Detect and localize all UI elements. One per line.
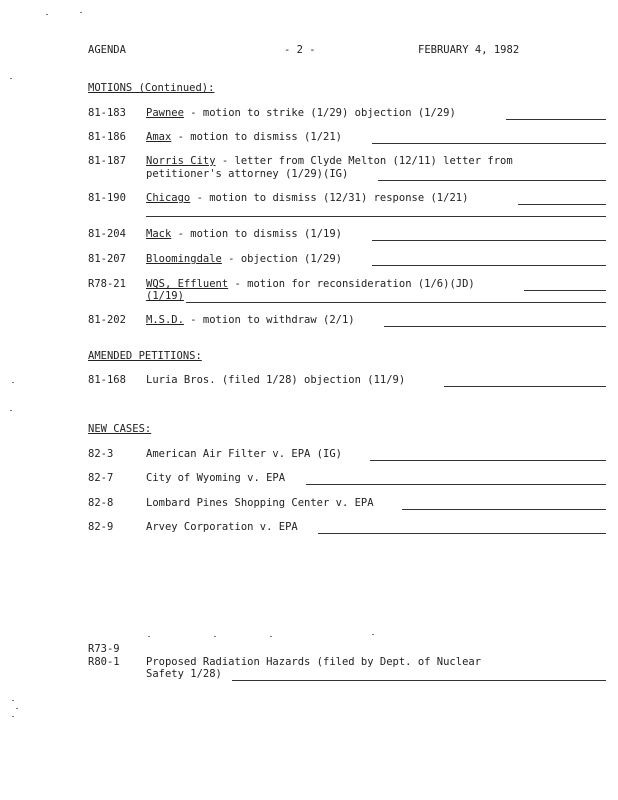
fill-line: [518, 204, 606, 205]
docket-number: R80-1: [88, 656, 120, 668]
case-description-cont: petitioner's attorney (1/29)(IG): [146, 168, 349, 180]
case-description: - letter from Clyde Melton (12/11) letter from: [215, 155, 513, 167]
case-name: M.S.D.: [146, 314, 184, 326]
case-description: American Air Filter v. EPA (IG): [146, 448, 342, 460]
agenda-item: [146, 192, 468, 204]
docket-number: 82-3: [88, 448, 114, 460]
fill-line: [306, 484, 606, 485]
case-description: - objection (1/29): [221, 253, 342, 265]
case-description: Proposed Radiation Hazards (filed by Dept. of Nuclear: [146, 656, 482, 668]
agenda-item: [146, 131, 342, 143]
section-motions: MOTIONS (Continued):: [88, 82, 215, 94]
case-name: Bloomingdale: [146, 253, 222, 265]
docket-number: 81-204: [88, 228, 126, 240]
case-description: Lombard Pines Shopping Center v. EPA: [146, 497, 374, 509]
docket-number: 81-190: [88, 192, 126, 204]
agenda-item: [146, 278, 475, 290]
docket-number: 82-8: [88, 497, 114, 509]
case-description-cont: Safety 1/28): [146, 668, 222, 680]
case-name: Mack: [146, 228, 172, 240]
case-description: Arvey Corporation v. EPA: [146, 521, 298, 533]
docket-number: 81-183: [88, 107, 126, 119]
case-name: Pawnee: [146, 107, 184, 119]
fill-line: [370, 460, 606, 461]
case-name: Norris City: [146, 155, 216, 167]
fill-line: [444, 386, 606, 387]
page-number: - 2 -: [284, 44, 316, 56]
case-description: - motion to dismiss (12/31) response (1/21): [190, 192, 469, 204]
case-description: - motion to dismiss (1/21): [171, 131, 342, 143]
case-name: Chicago: [146, 192, 191, 204]
scan-speck: [270, 636, 272, 637]
fill-line: [186, 302, 606, 303]
fill-line: [232, 680, 606, 681]
case-description: - motion to withdraw (2/1): [183, 314, 355, 326]
scan-speck: [148, 636, 150, 637]
docket-number: 81-187: [88, 155, 126, 167]
docket-number: 82-7: [88, 472, 114, 484]
fill-line: [402, 509, 606, 510]
agenda-item: [146, 253, 342, 265]
scan-speck: [12, 700, 14, 701]
docket-number: R73-9: [88, 643, 120, 655]
docket-number: 81-202: [88, 314, 126, 326]
docket-number: R78-21: [88, 278, 126, 290]
agenda-item: [146, 228, 342, 240]
scan-speck: [16, 708, 18, 709]
case-description: Luria Bros. (filed 1/28) objection (11/9): [146, 374, 406, 386]
fill-line: [146, 216, 606, 217]
fill-line: [372, 240, 606, 241]
fill-line: [318, 533, 606, 534]
scan-speck: [214, 636, 216, 637]
case-description: - motion for reconsideration (1/6)(JD): [228, 278, 475, 290]
scan-speck: [10, 78, 12, 79]
scan-speck: [12, 716, 14, 717]
section-amended-petitions: AMENDED PETITIONS:: [88, 350, 202, 362]
case-name: Amax: [146, 131, 172, 143]
docket-number: 81-207: [88, 253, 126, 265]
fill-line: [384, 326, 606, 327]
fill-line: [506, 119, 606, 120]
docket-number: 81-168: [88, 374, 126, 386]
scan-speck: [12, 382, 14, 383]
fill-line: [372, 143, 606, 144]
section-new-cases: NEW CASES:: [88, 423, 152, 435]
docket-number: 82-9: [88, 521, 114, 533]
scan-speck: [80, 12, 82, 13]
fill-line: [378, 180, 606, 181]
agenda-item: [146, 314, 355, 326]
header-date: FEBRUARY 4, 1982: [418, 44, 520, 56]
scan-speck: [46, 14, 48, 15]
header-left: AGENDA: [88, 44, 126, 56]
docket-number: 81-186: [88, 131, 126, 143]
scan-speck: [10, 410, 12, 411]
scan-speck: [372, 634, 374, 635]
agenda-item: [146, 107, 456, 119]
case-description: - motion to dismiss (1/19): [171, 228, 342, 240]
case-description: - motion to strike (1/29) objection (1/29): [183, 107, 456, 119]
case-name: WQS, Effluent: [146, 278, 229, 290]
agenda-item: [146, 155, 513, 167]
fill-line: [524, 290, 606, 291]
case-description: City of Wyoming v. EPA: [146, 472, 286, 484]
case-description-cont: (1/19): [146, 290, 184, 302]
fill-line: [372, 265, 606, 266]
